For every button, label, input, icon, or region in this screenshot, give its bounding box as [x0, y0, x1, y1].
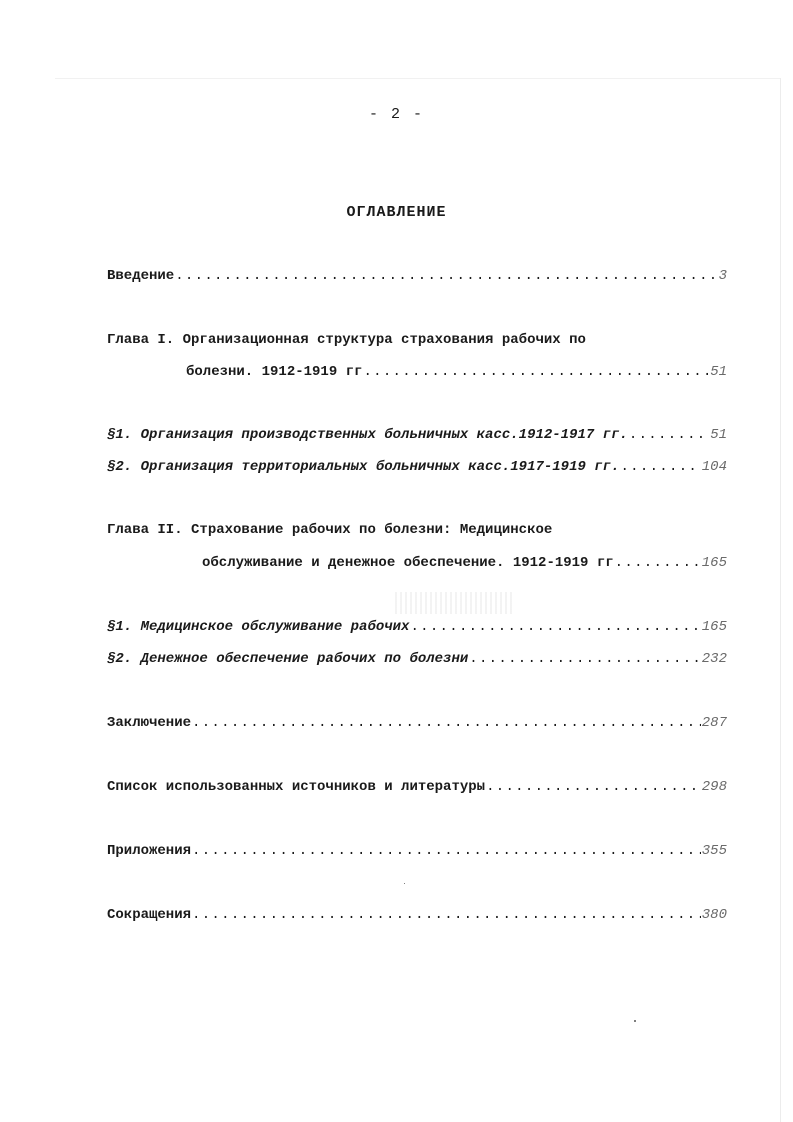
leader-dots	[469, 651, 701, 667]
toc-entry-title: §1. Медицинское обслуживание рабочих	[107, 619, 410, 635]
toc-entry-intro	[107, 268, 727, 288]
toc-entry-title: Заключение	[107, 715, 192, 731]
toc-entry-title: обслуживание и денежное обеспечение. 1912-1919 гг	[202, 555, 614, 571]
leader-dots	[629, 427, 709, 443]
toc-entry-page: 51	[710, 364, 727, 380]
page-number: - 2 -	[368, 106, 424, 123]
scan-edge-top	[55, 78, 780, 79]
toc-entry-page: 355	[701, 843, 727, 859]
toc-entry-page: 287	[701, 715, 727, 731]
toc-entry-ch2-s2	[107, 651, 727, 671]
toc-entry-title: §1. Организация производственных больничных касс.1912-1917 гг.	[107, 427, 628, 443]
toc-entry-chapter1	[186, 364, 727, 384]
toc-entry-page: 232	[701, 651, 727, 667]
scan-speck	[404, 883, 405, 884]
toc-entry-title: §2. Денежное обеспечение рабочих по болезни	[107, 651, 469, 667]
toc-entry-page: 104	[701, 459, 727, 475]
leader-dots	[615, 555, 701, 571]
leader-dots	[192, 907, 701, 923]
scan-edge-right	[780, 78, 781, 1122]
toc-entry-title: Список использованных источников и литературы	[107, 779, 486, 795]
leader-dots	[175, 268, 717, 284]
leader-dots	[486, 779, 701, 795]
toc-entry-ch1-s1	[107, 427, 727, 447]
toc-entry-conclusion	[107, 715, 727, 735]
toc-entry-abbreviations	[107, 907, 727, 927]
toc-chapter1-title: Глава I. Организационная структура страхования рабочих по	[107, 332, 586, 348]
toc-entry-title: Приложения	[107, 843, 192, 859]
leader-dots	[620, 459, 700, 475]
toc-entry-title: болезни. 1912-1919 гг	[186, 364, 363, 380]
leader-dots	[192, 843, 701, 859]
toc-entry-ch1-s2	[107, 459, 727, 479]
toc-entry-page: 165	[701, 555, 727, 571]
leader-dots	[363, 364, 709, 380]
toc-entry-title: Сокращения	[107, 907, 192, 923]
toc-entry-page: 165	[701, 619, 727, 635]
toc-entry-appendix	[107, 843, 727, 863]
leader-dots	[410, 619, 700, 635]
scan-speck	[634, 1020, 636, 1022]
leader-dots	[192, 715, 701, 731]
toc-entry-page: 3	[718, 268, 727, 284]
toc-entry-title: §2. Организация территориальных больничных касс.1917-1919 гг.	[107, 459, 620, 475]
toc-entry-sources	[107, 779, 727, 799]
toc-entry-page: 51	[710, 427, 727, 443]
toc-entry-page: 380	[701, 907, 727, 923]
toc-entry-chapter2	[202, 555, 727, 575]
toc-entry-page: 298	[701, 779, 727, 795]
scan-smudge	[395, 592, 515, 614]
toc-entry-title: Введение	[107, 268, 175, 284]
toc-chapter2-title: Глава II. Страхование рабочих по болезни: Медицинское	[107, 522, 553, 538]
toc-heading: ОГЛАВЛЕНИЕ	[346, 204, 447, 221]
toc-entry-ch2-s1	[107, 619, 727, 639]
